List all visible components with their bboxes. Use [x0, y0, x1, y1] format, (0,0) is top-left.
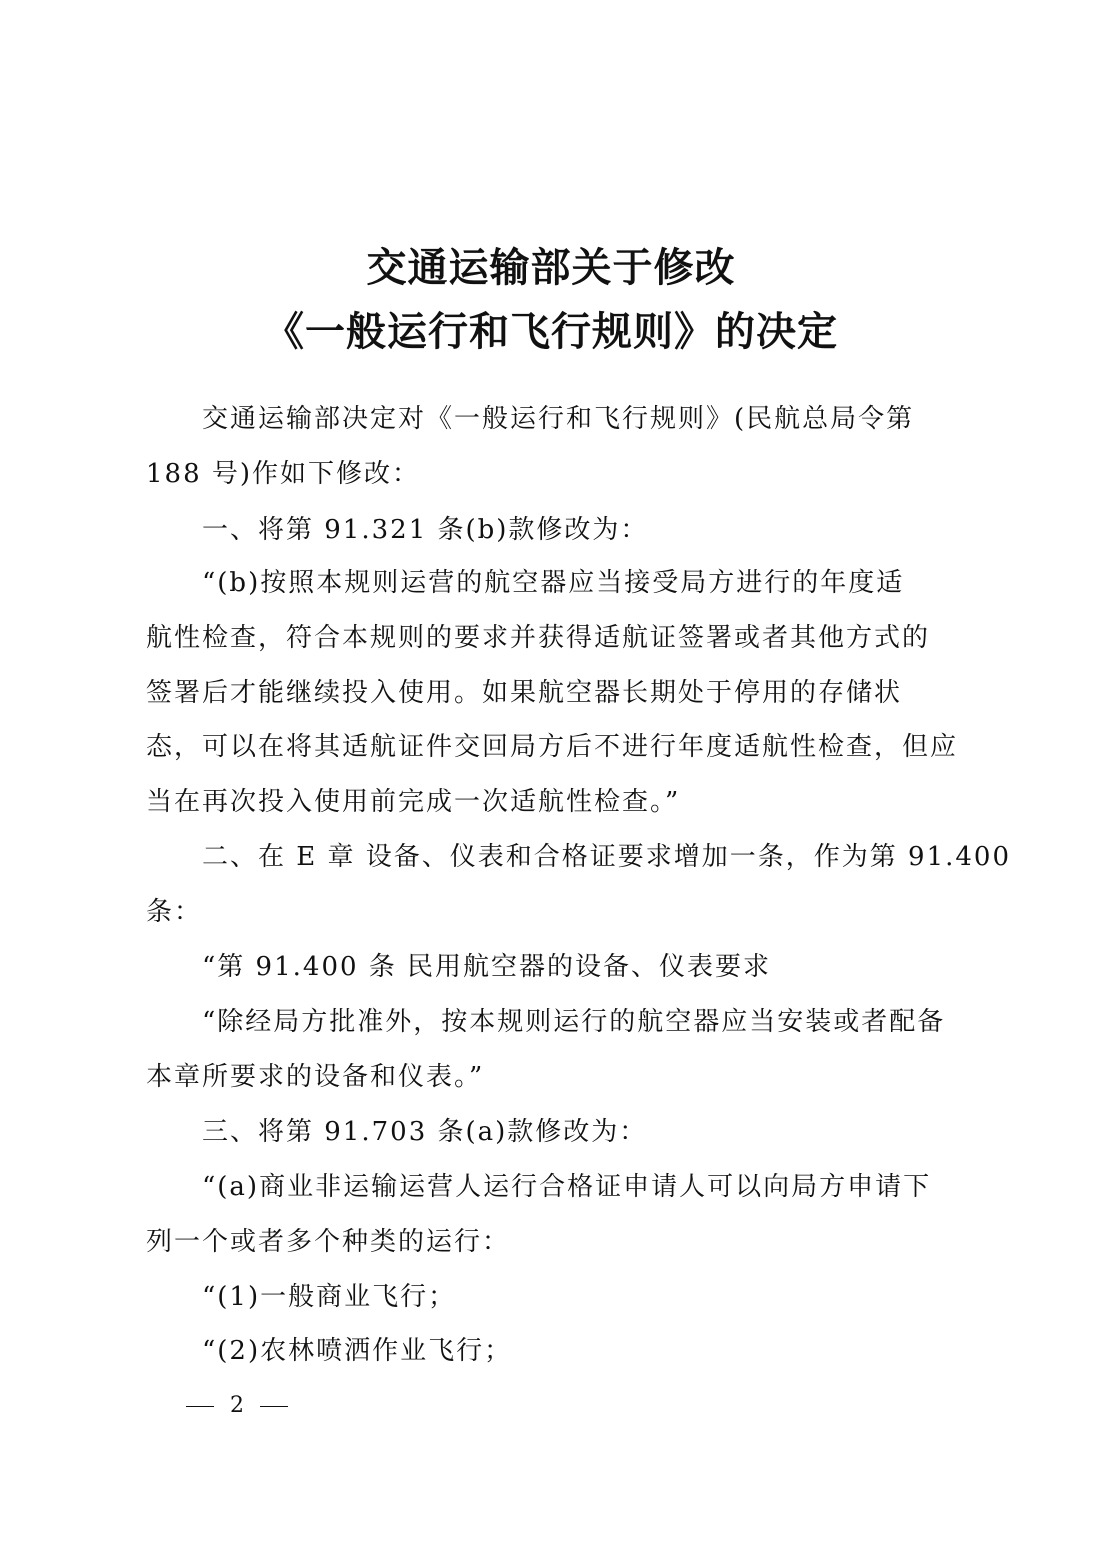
item3-heading: 三、将第 91.703 条(a)款修改为： — [202, 1117, 648, 1147]
footer-dash-left — [186, 1406, 214, 1407]
intro-line-1: 交通运输部决定对《一般运行和飞行规则》(民航总局令第 — [202, 404, 915, 434]
footer-dash-right — [260, 1406, 288, 1407]
item3-list-item-2: “(2)农林喷洒作业飞行； — [202, 1336, 513, 1366]
item1-quote-line-5: 当在再次投入使用前完成一次适航性检查。” — [146, 787, 681, 817]
item2-heading-line-2: 条： — [146, 897, 203, 927]
item1-heading: 一、将第 91.321 条(b)款修改为： — [202, 515, 649, 545]
item3-quote-line-2: 列一个或者多个种类的运行： — [146, 1227, 511, 1257]
document-title-line-2: 《一般运行和飞行规则》的决定 — [264, 309, 838, 355]
intro-line-2: 188 号)作如下修改： — [146, 459, 421, 489]
document-title-line-1: 交通运输部关于修改 — [366, 245, 736, 291]
item3-quote-line-1: “(a)商业非运输运营人运行合格证申请人可以向局方申请下 — [202, 1172, 932, 1202]
item1-quote-line-4: 态，可以在将其适航证件交回局方后不进行年度适航性检查，但应 — [146, 732, 959, 762]
item2-article-title: “第 91.400 条 民用航空器的设备、仪表要求 — [202, 952, 772, 982]
item2-article-body-line-2: 本章所要求的设备和仪表。” — [146, 1062, 485, 1092]
item1-quote-line-3: 签署后才能继续投入使用。如果航空器长期处于停用的存储状 — [146, 678, 903, 708]
page-number: 2 — [230, 1393, 244, 1418]
item1-quote-line-2: 航性检查，符合本规则的要求并获得适航证签署或者其他方式的 — [146, 623, 931, 653]
item2-heading-line-1: 二、在 E 章 设备、仪表和合格证要求增加一条，作为第 91.400 — [202, 842, 1012, 872]
page-number-footer — [170, 1390, 304, 1422]
item3-list-item-1: “(1)一般商业飞行； — [202, 1282, 457, 1312]
item1-quote-line-1: “(b)按照本规则运营的航空器应当接受局方进行的年度适 — [202, 568, 905, 598]
item2-article-body-line-1: “除经局方批准外，按本规则运行的航空器应当安装或者配备 — [202, 1007, 946, 1037]
